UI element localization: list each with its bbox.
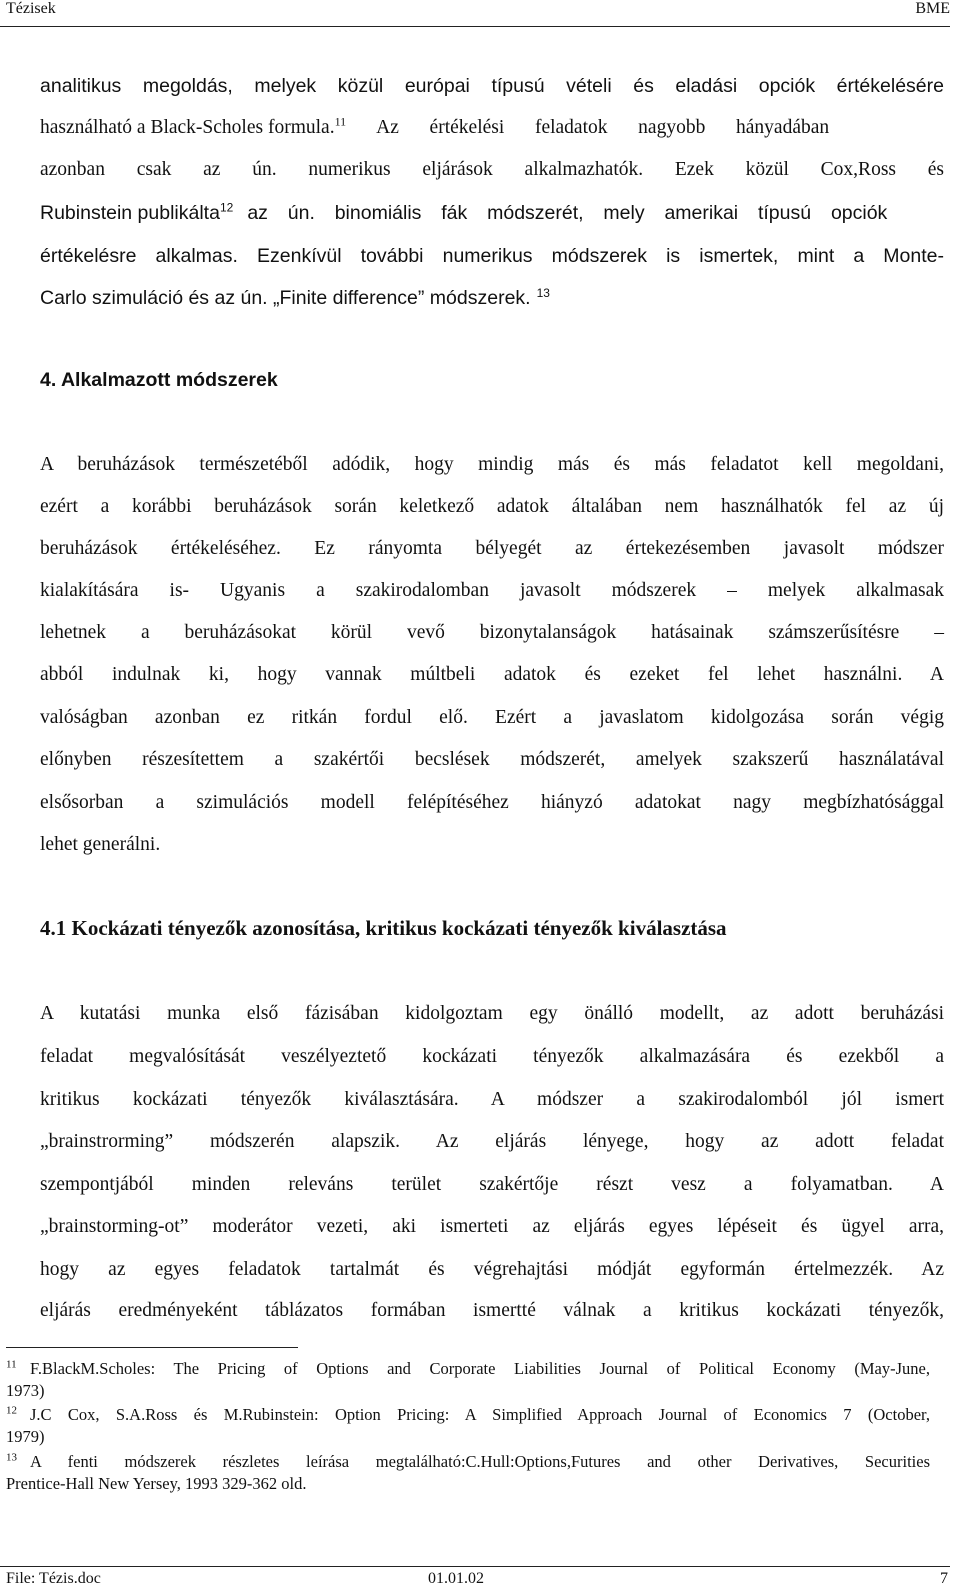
footer-page-number: 7	[940, 1570, 948, 1587]
footnote-ref-11: 11	[334, 114, 347, 129]
text-line: feladat megvalósítását veszélyeztető kockázati tényezők alkalmazására és ezekből a	[40, 1046, 944, 1067]
intro-line	[40, 200, 944, 226]
intro-line-part: az ún. binomiális fák módszerét, mely amerikai típusú opciók	[247, 202, 888, 224]
footnote-text: J.C Cox, S.A.Ross és M.Rubinstein: Option Pricing: A Simplified Approach Journal of Economics 7 (October,	[30, 1405, 930, 1424]
text-line: kritikus kockázati tényezők kiválasztására. A módszer a szakirodalomból jól ismert	[40, 1089, 944, 1110]
footnote-number: 12	[6, 1404, 17, 1417]
intro-line: analitikus megoldás, melyek közül európai típusú vételi és eladási opciók értékelésére	[40, 75, 944, 97]
text-line: „brainstrorming” módszerén alapszik. Az eljárás lényege, hogy az adott feladat	[40, 1131, 944, 1152]
page-header	[0, 0, 950, 27]
text-line: szempontjából minden releváns terület szakértője részt vesz a folyamatban. A	[40, 1174, 944, 1195]
text-line: „brainstorming-ot” moderátor vezeti, aki ismerteti az eljárás egyes lépéseit és ügyel arra,	[40, 1216, 944, 1237]
text-line: hogy az egyes feladatok tartalmát és végrehajtási módját egyformán értelmezzék. Az	[40, 1259, 944, 1280]
intro-line-part: használható a Black-Scholes formula.	[40, 117, 335, 138]
footnote-text: A fenti módszerek részletes leírása megtalálható:C.Hull:Options,Futures and other Derivatives, Securities	[30, 1452, 930, 1471]
text-line: A kutatási munka első fázisában kidolgoztam egy önálló modellt, az adott beruházási	[40, 1003, 944, 1024]
text-line: előnyben részesítettem a szakértői becslések módszerét, amelyek szakszerű használatával	[40, 749, 944, 770]
footnote-separator	[6, 1347, 298, 1348]
footer-file-name: File: Tézis.doc	[6, 1570, 101, 1587]
header-left-title: Tézisek	[6, 0, 56, 17]
intro-line-part: Rubinstein publikálta	[40, 202, 220, 224]
header-right-title: BME	[915, 0, 950, 17]
intro-line	[40, 285, 944, 311]
footnote-number: 13	[6, 1451, 17, 1464]
footnote-text-cont: Prentice-Hall New Yersey, 1993 329-362 old.	[6, 1474, 307, 1493]
intro-line-part: Az értékelési feladatok nagyobb hányadában	[376, 117, 830, 138]
footnote-ref-13: 13	[536, 285, 550, 300]
text-line: beruházások értékeléséhez. Ez rányomta bélyegét az értekezésemben javasolt módszer	[40, 538, 944, 559]
footnote-11	[6, 1358, 930, 1402]
page-footer	[0, 1566, 950, 1591]
footer-date: 01.01.02	[428, 1570, 484, 1587]
section-heading-4-1: 4.1 Kockázati tényezők azonosítása, kritikus kockázati tényezők kiválasztása	[40, 916, 727, 940]
text-line: lehet generálni.	[40, 834, 161, 855]
footnote-text-cont: 1973)	[6, 1381, 45, 1400]
footnote-ref-12: 12	[219, 200, 234, 215]
section-heading-4: 4. Alkalmazott módszerek	[40, 369, 278, 391]
text-line: elsősorban a szimulációs modell felépítéséhez hiányzó adatokat nagy megbízhatósággal	[40, 792, 944, 813]
intro-line-part: Carlo szimuláció és az ún. „Finite difference” módszerek.	[40, 287, 531, 309]
text-line: kialakítására is- Ugyanis a szakirodalomban javasolt módszerek – melyek alkalmasak	[40, 580, 944, 601]
text-line: abból indulnak ki, hogy vannak múltbeli adatok és ezeket fel lehet használni. A	[40, 664, 944, 685]
footnote-text: F.BlackM.Scholes: The Pricing of Options and Corporate Liabilities Journal of Political Economy (May-June,	[30, 1359, 930, 1378]
intro-line	[40, 115, 944, 141]
text-line: A beruházások természetéből adódik, hogy mindig más és más feladatot kell megoldani,	[40, 454, 944, 475]
text-line: eljárás eredményeként táblázatos formában ismertté válnak a kritikus kockázati tényezők,	[40, 1300, 944, 1321]
footnote-13	[6, 1451, 930, 1495]
footnote-12	[6, 1404, 930, 1448]
text-line: ezért a korábbi beruházások során keletkező adatok általában nem használhatók fel az új	[40, 496, 944, 517]
footnote-text-cont: 1979)	[6, 1427, 45, 1446]
text-line: valóságban azonban ez ritkán fordul elő. Ezért a javaslatom kidolgozása során végig	[40, 707, 944, 728]
intro-line: azonban csak az ún. numerikus eljárások alkalmazhatók. Ezek közül Cox,Ross és	[40, 159, 944, 180]
intro-line: értékelésre alkalmas. Ezenkívül további numerikus módszerek is ismertek, mint a Monte-	[40, 245, 944, 267]
footnote-number: 11	[6, 1358, 17, 1371]
text-line: lehetnek a beruházásokat körül vevő bizonytalanságok hatásainak számszerűsítésre –	[40, 622, 944, 643]
